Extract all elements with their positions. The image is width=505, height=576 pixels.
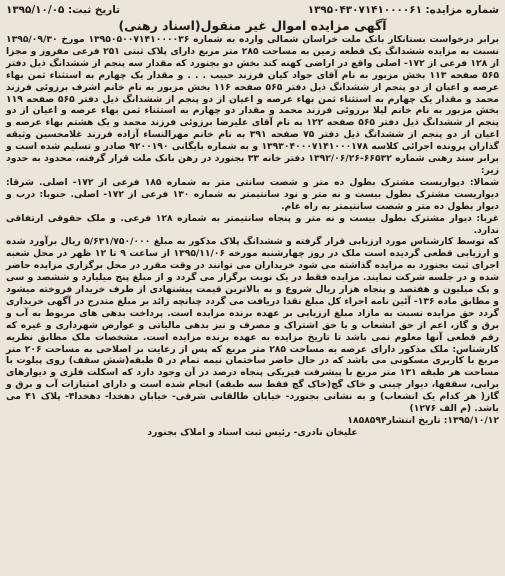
paragraph-auction-terms: که توسط کارشناس مورد ارزیابی قرار گرفته و ششدانگ پلاک مذکور به مبلغ ۵/۶۳۱/۷۵۰/۰۰۰ ریال برآورد شده و ارزیابی قطعی گردیده است ملک در روز چهارشنبه مورخه ۱۳۹۵/۱۱/۰۶ از ساعت ۹ تا ۱۲ ظهر در محل شعبه اجرای ثبت بجنورد به مزایده گذاشته می شود خریداران می توانند در وقت مقرر در محل برگزاری مزایده حاضر شده و در جلسه شرکت نمایند. مزایده فقط در یک نوبت برگزار می گردد و از مبلغ پنج میلیارد و ششصد و سی و یک میلیون و هفتصد و پنجاه هزار ریال شروع و به بالاترین قیمت پیشنهادی از طرف خریدار فروخته میشود و مطابق ماده ۱۳۶- آئین نامه اجراء کل مبلغ نقدا دریافت می گردد چنانچه زائد بر مبلغ مندرج در آگهی خریداری گردد حق مزایده نسبت به مازاد مبلغ ارزیابی بر عهده برنده مزایده است. پرداخت بدهی های مربوط به آب و برق و گاز، اعم از حق انشعاب و یا حق اشتراک و مصرف و نیز بدهی مالیاتی و عوارض شهرداری و غیره که رقم قطعی آنها معلوم نمی باشد تا تاریخ مزایده به عهده برنده مزایده است. مشخصات ملک مطابق نظریه کارشناس: ملک مذکور دارای عرصه به مساحت ۲۸۵ متر مربع که پس از رعایت بر اصلاحی به مساحت ۲۰۶ متر مربع با کاربری مسکونی می باشد که در حال حاضر ساختمان نیمه تمام در ۵ طبقه(شش سقف) روی پیلوت با مساحت هر طبقه ۱۳۱ متر مربع با پیشرفت فیزیکی پنجاه درصد در آن وجود دارد که اسکلت فلزی و دیوارهای برابی، سقفها، دیوار چینی و خاک گچ(خاک گچ فقط سه طبقه) انجام شده است و دارای امتیازات آب و برق و گاز( هر کدام یک انشعاب) و به نشانی بجنورد- خیابان طالقانی شرقی- خیابان دهخدا- دهخدا۴- پلاک ۴۱ می باشد. (م الف ۱۲۷۶): [6, 236, 500, 415]
notice-body: [6, 34, 499, 415]
notice-header: [6, 4, 499, 17]
notice-title: آگهی مزایده اموال غیر منقول(اسناد رهنی): [118, 18, 387, 33]
signature-line: علیخان نادری- رئیس ثبت اسناد و املاک بجنورد: [147, 426, 358, 438]
paragraph-west-boundary: غربا: دیوار مشترک بطول بیست و نه متر و پنجاه سانتیمتر به شماره ۱۲۸ فرعی. و ملک حقوقی ارتفاقی ندارد.: [6, 212, 499, 236]
paragraph-intro: برابر درخواست بستانکار بانک ملت خراسان شمالی وارده به شماره ۱۳۹۵۰۵۰۰۷۱۴۱۰۰۰۰۳۶ مورخ ۱۳۹۵/۰۹/۳۰ نسبت به مزایده ششدانگ یک قطعه زمین به مساحت ۲۸۵ متر مربع دارای پلاک ثبتی ۲۵۱ فرعی مفروز و مجزا از ۱۲۸ فرعی از ۱۷۲- اصلی واقع در اراضی کهنه کند بخش دو بجنورد که مقدار سه پنجم از ششدانگ ذیل دفتر ۵۶۵ صفحه ۱۱۳ بخش مزبور به نام آقای جواد کیان فرزند حبیب . . . و مقدار یک چهارم به استثناء ثمن بهاء عرصه و اعیان از دو پنجم از ششدانگ ذیل دفتر ۵۶۵ صفحه ۱۱۶ بخش مزبور به نام خانم اشرف برزوئی فرزند محمد و مقدار یک چهارم به استثناء ثمن بهاء عرصه و اعیان از دو پنجم از ششدانگ ذیل دفتر ۵۶۵ صفحه ۱۱۹ بخش مزبور به نام خانم لیلا برزوئی فرزند محمد و مقدار دو چهارم به استثناء ثمن بهاء عرصه و اعیان از دو پنجم از ششدانگ ذیل دفتر ۵۶۵ صفحه ۱۲۲ به نام آقای علیرضا برزوئی فرزند محمد و یک هشتم بهاء عرصه و اعیان از دو پنجم از ششدانگ ذیل دفتر ۷۵ صفحه ۳۹۱ به نام خانم مهرالنساء آزاده فرزند غلامحسین وثیقه گذاران پرونده اجرائی کلاسه ۱۳۹۳۰۴۰۰۰۷۱۴۱۰۰۰۱۷۸ و به شماره بایگانی ۹۲۰۰۱۹۰ صادر و تسلیم شده است و برابر سند رهنی شماره ۶۶۵۳۲-۱۳۹۲/۰۶/۲۶ دفتر خانه ۳۳ بجنورد در رهن بانک ملت قرار گرفته، محدود به حدود زیر:: [6, 34, 500, 176]
notice-footer: [6, 415, 499, 439]
auction-number: شماره مزایده: ۱۳۹۵۰۴۳۰۷۱۴۱۰۰۰۰۶۱: [307, 4, 499, 16]
publication-reference: ۱۳۹۵/۱۰/۱۲: تاریخ انتشار۱۸۵۸۵۹۴: [347, 415, 499, 426]
paragraph-boundaries: شمالا: دیواریست مشترک بطول ده متر و شصت سانتی متر به شماره ۱۸۵ فرعی از ۱۷۲- اصلی. شرقا: دیواریست مشترک بطول بیست و نه متر و نود سانتیمتر به شماره ۱۳۰ فرعی از ۱۷۲- اصلی. جنوبا: درب و دیوار بطول ده متر و شصت سانتیمتر به راه عام.: [6, 176, 499, 212]
registration-date: تاریخ ثبت: ۱۳۹۵/۱۰/۰۵: [6, 4, 121, 16]
